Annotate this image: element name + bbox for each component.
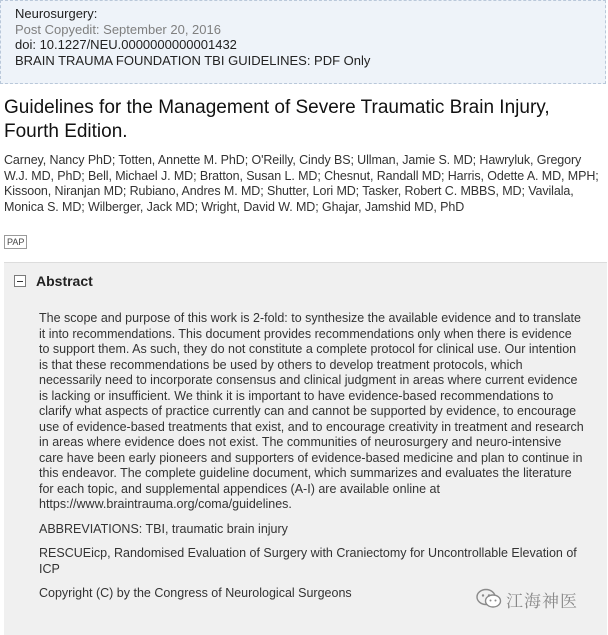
- abstract-heading: Abstract: [36, 273, 93, 289]
- author-list: Carney, Nancy PhD; Totten, Annette M. PhD; O'Reilly, Cindy BS; Ullman, Jamie S. MD; Hawryluk, Gregory W.J. MD, PhD; Bell, Michael J. MD; Bratton, Susan L. MD; Chesnut, Randall MD; Harris, Odette A. MD, MPH; Kissoon, Niranjan MD; Rubiano, Andres M. MD; Shutter, Lori MD; Tasker, Robert C. MBBS, MD; Vavilala, Monica S. MD; Wilberger, Jack MD; Wright, David W. MD; Ghajar, Jamshid MD, PhD: [4, 153, 599, 214]
- wechat-icon: [476, 588, 502, 610]
- doi: doi: 10.1227/NEU.0000000000001432: [15, 37, 237, 52]
- pap-badge: PAP: [4, 235, 27, 249]
- publication-date: Post Copyedit: September 20, 2016: [15, 21, 221, 37]
- article-title: Guidelines for the Management of Severe Traumatic Brain Injury, Fourth Edition.: [4, 97, 550, 142]
- journal-name: Neurosurgery:: [15, 6, 98, 21]
- abstract-section: [4, 262, 607, 635]
- watermark-text: 江海神医: [506, 591, 578, 612]
- collapse-icon[interactable]: [14, 275, 26, 287]
- abstract-paragraph: The scope and purpose of this work is 2-fold: to synthesize the available evidence and to translate it into recommendations. This document provides recommendations only when there is evidence to support them. As such, they do not constitute a complete protocol for clinical use. Our intention is that these recommendations be used by others to develop treatment protocols, which necessarily need to incorporate consensus and clinical judgment in areas where current evidence is lacking or insufficient. We think it is important to have evidence-based recommendations to clarify what aspects of practice currently can and cannot be supported by evidence, to encourage use of evidence-based treatments that exist, and to encourage creativity in treatment and research in areas where evidence does not exist. The communities of neurosurgery and neuro-intensive care have been early pioneers and supporters of evidence-based medicine and plan to continue in this endeavor. The complete guideline document, which summarizes and evaluates the literature for each topic, and supplemental appendices (A-I) are available online at https://www.braintrauma.org/coma/guidelines.: [39, 311, 584, 511]
- citation-box: [0, 0, 606, 84]
- section-label: BRAIN TRAUMA FOUNDATION TBI GUIDELINES: PDF Only: [15, 52, 371, 68]
- copyright-line: Copyright (C) by the Congress of Neurological Surgeons: [39, 586, 352, 600]
- abbreviations-line: ABBREVIATIONS: TBI, traumatic brain injury: [39, 521, 288, 536]
- abstract-body: [39, 311, 584, 611]
- abbreviation-definition: RESCUEicp, Randomised Evaluation of Surgery with Craniectomy for Uncontrollable Elevation of ICP: [39, 546, 577, 576]
- watermark: [476, 586, 578, 612]
